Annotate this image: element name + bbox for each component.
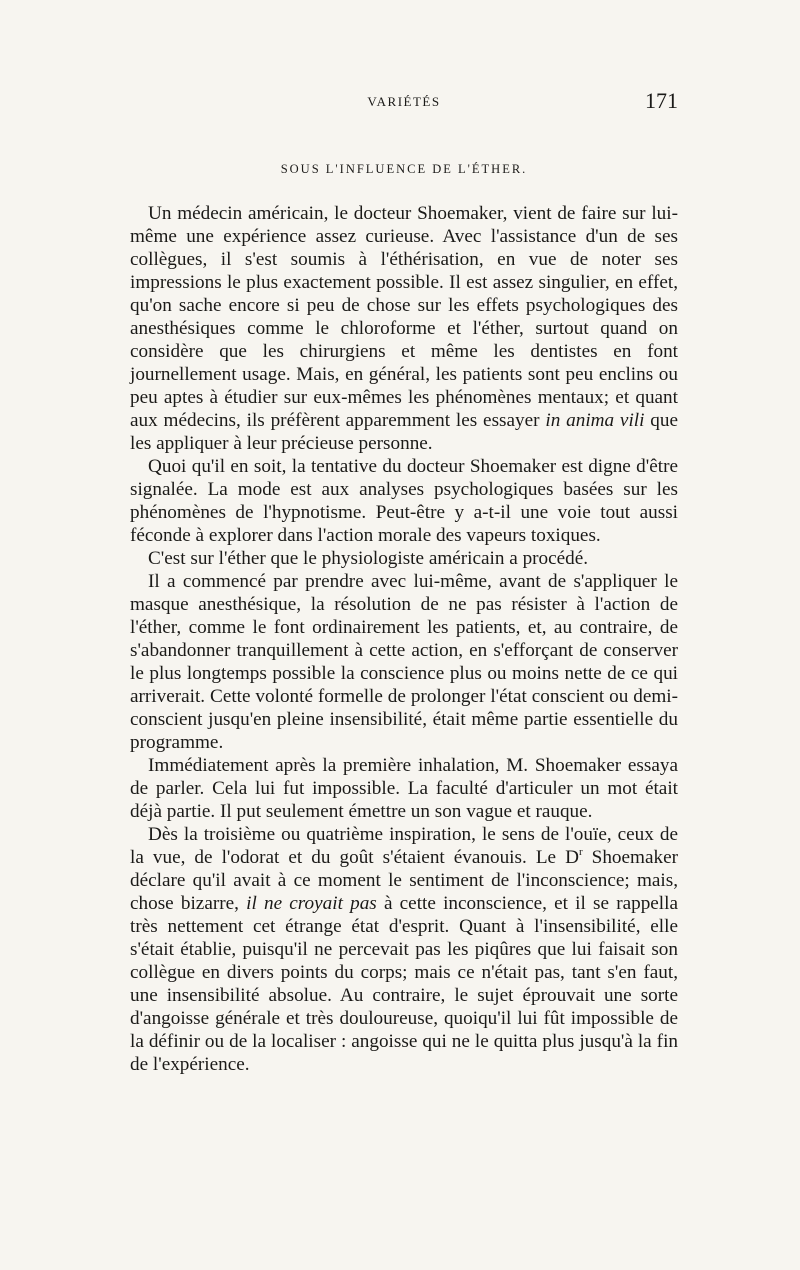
paragraph	[130, 823, 678, 1076]
paragraph	[130, 455, 678, 547]
text-run: Shoemaker déclare qu'il avait à ce moment le sentiment de l'inconscience; mais, chose bizarre,	[130, 847, 678, 914]
text-run: que les appliquer à leur précieuse personne.	[130, 410, 678, 454]
superscript: r	[578, 846, 583, 858]
article-body	[130, 202, 678, 1076]
text-run: Un médecin américain, le docteur Shoemaker, vient de faire sur lui-même une expérience assez curieuse. Avec l'assistance d'un de ses collègues, il s'est soumis à l'éthérisation, en vue de noter ses impressions le plus exactement possible. Il est assez singulier, en effet, qu'on sache encore si peu de chose sur les effets psychologiques des anesthésiques comme le chloroforme et l'éther, surtout quand on considère que les chirurgiens et même les dentistes en font journellement usage. Mais, en général, les patients sont peu enclins ou peu aptes à étudier sur eux-mêmes les phénomènes mentaux; et quant aux médecins, ils préfèrent apparemment les essayer	[130, 203, 678, 431]
text-run: Dès la troisième ou quatrième inspiration, le sens de l'ouïe, ceux de la vue, de l'odorat et du goût s'étaient évanouis. Le D	[130, 824, 678, 868]
text-run: Immédiatement après la première inhalation, M. Shoemaker essaya de parler. Cela lui fut impossible. La faculté d'articuler un mot était déjà partie. Il put seulement émettre un son vague et rauque.	[130, 755, 678, 822]
italic-phrase: il ne croyait pas	[246, 893, 377, 914]
paragraph	[130, 570, 678, 754]
text-run: C'est sur l'éther que le physiologiste américain a procédé.	[148, 548, 589, 569]
section-title: SOUS L'INFLUENCE DE L'ÉTHER.	[280, 162, 528, 176]
paragraph	[130, 202, 678, 455]
page-number: 171	[645, 88, 678, 113]
text-run: Il a commencé par prendre avec lui-même, avant de s'appliquer le masque anesthésique, la résolution de ne pas résister à l'action de l'éther, comme le font ordinairement les patients, et, au contraire, de s'abandonner tranquillement à cette action, en s'efforçant de conserver le plus longtemps possible la conscience plus ou moins nette de ce qui arriverait. Cette volonté formelle de prolonger l'état conscient ou demi-conscient jusqu'en pleine insensibilité, était même partie essentielle du programme.	[130, 571, 678, 753]
italic-phrase: in anima vili	[545, 410, 645, 431]
paragraph	[130, 547, 678, 570]
running-title: VARIÉTÉS	[367, 94, 441, 109]
text-run: Quoi qu'il en soit, la tentative du docteur Shoemaker est digne d'être signalée. La mode est aux analyses psychologiques basées sur les phénomènes de l'hypnotisme. Peut-être y a-t-il une voie tout aussi féconde à explorer dans l'action morale des vapeurs toxiques.	[130, 456, 678, 546]
paragraph	[130, 754, 678, 823]
text-run: à cette inconscience, et il se rappella très nettement cet étrange état d'esprit. Quant à l'insensibilité, elle s'était établie, puisqu'il ne percevait pas les piqûres que lui faisait son collègue en divers points du corps; mais ce n'était pas, tant s'en faut, une insensibilité absolue. Au contraire, le sujet éprouvait une sorte d'angoisse générale et très douloureuse, quoiqu'il lui fût impossible de la définir ou de la localiser : angoisse qui ne le quitta plus jusqu'à la fin de l'expérience.	[130, 893, 678, 1075]
running-head	[130, 88, 678, 114]
